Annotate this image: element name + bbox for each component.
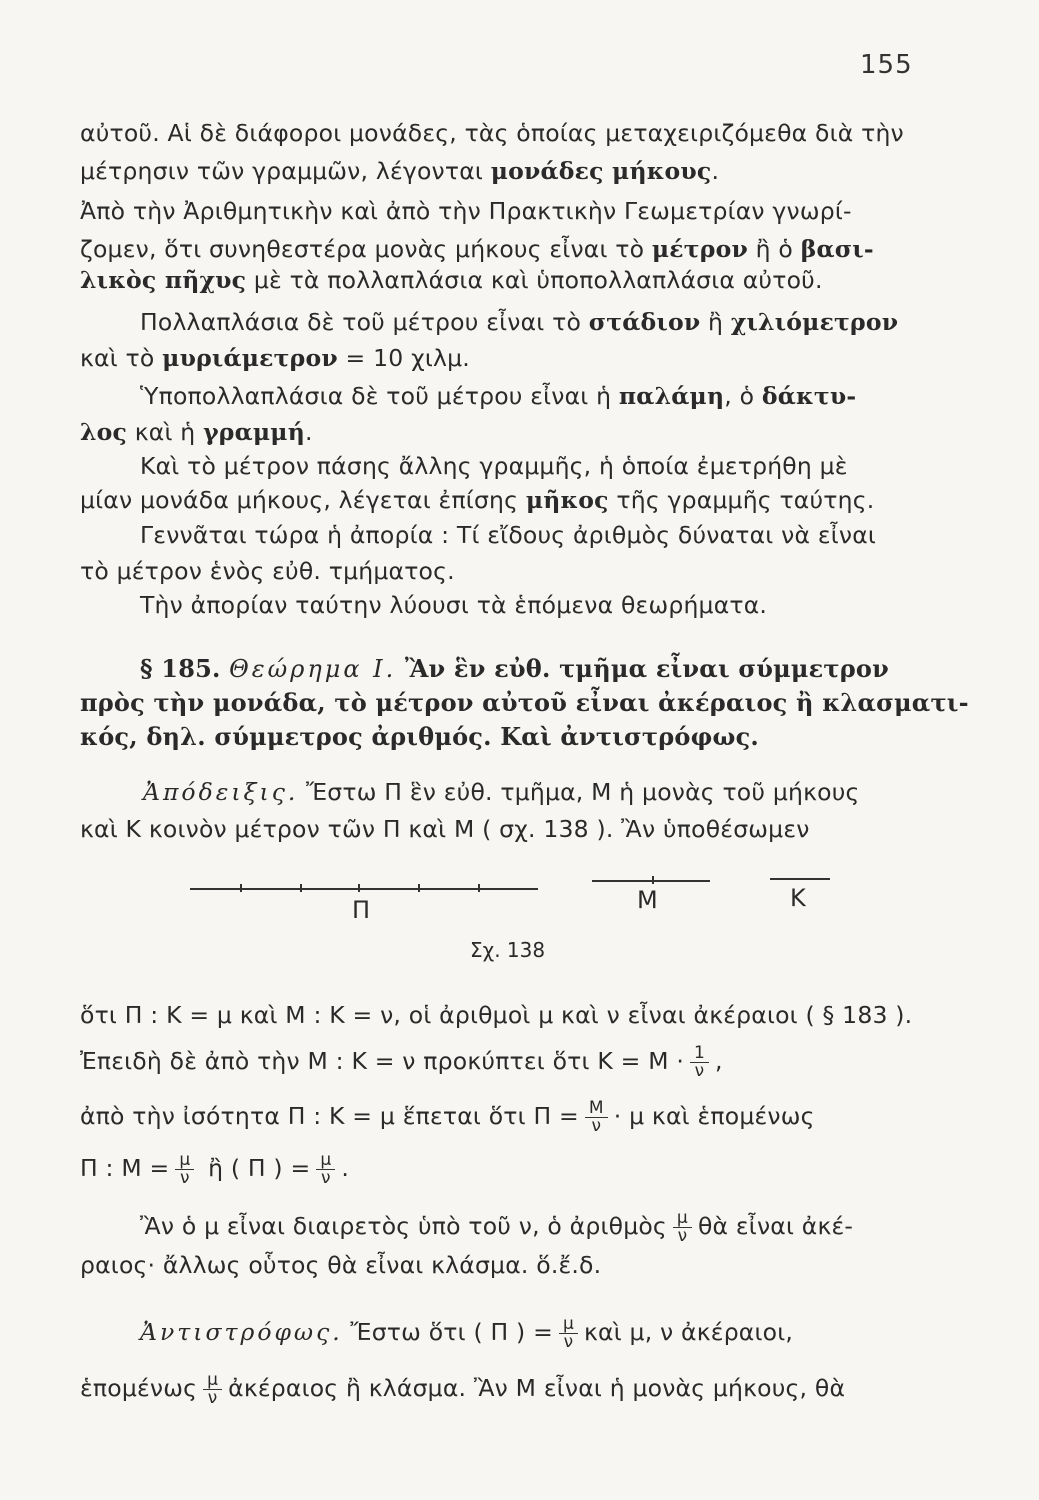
term-bold: λικὸς πῆχυς bbox=[80, 266, 247, 294]
text-line: Ἀπόδειξις. Ἔστω Π ἓν εὐθ. τμῆμα, Μ ἡ μονὰς τοῦ μήκους bbox=[143, 778, 860, 806]
proof-label: Ἀπόδειξις. bbox=[143, 778, 299, 806]
text-line: Π : Μ = $\frac{\mu}{\nu}$ ἢ ( Π ) = $\frac{\mu}{\nu}$ . bbox=[80, 1150, 350, 1188]
text-line: Τὴν ἀπορίαν ταύτην λύουσι τὰ ἑπόμενα θεωρήματα. bbox=[140, 591, 768, 619]
text-line: μίαν μονάδα μήκους, λέγεται ἐπίσης μῆκος τῆς γραμμῆς ταύτης. bbox=[80, 486, 875, 514]
text-line: ὅτι Π : Κ = μ καὶ Μ : Κ = ν, οἱ ἀριθμοὶ μ καὶ ν εἶναι ἀκέραιοι ( § 183 ). bbox=[80, 1001, 913, 1029]
term-bold: μῆκος bbox=[525, 486, 609, 514]
fraction: $\frac{\mu}{\nu}$ bbox=[203, 1372, 222, 1407]
text-line: καὶ τὸ μυριάμετρον = 10 χιλμ. bbox=[80, 344, 470, 372]
text-line: ἀπὸ τὴν ἰσότητα Π : Κ = μ ἕπεται ὅτι Π = $\frac{M}{\nu}$ · μ καὶ ἑπομένως bbox=[80, 1098, 815, 1136]
label-P: Π bbox=[352, 896, 371, 924]
text-line: Πολλαπλάσια δὲ τοῦ μέτρου εἶναι τὸ στάδιον ἢ χιλιόμετρον bbox=[140, 308, 899, 336]
text-line: τὸ μέτρον ἑνὸς εὐθ. τμήματος. bbox=[80, 557, 455, 585]
text-line: Ἐπειδὴ δὲ ἀπὸ τὴν Μ : Κ = ν προκύπτει ὅτι Κ = Μ · $\frac{1}{\nu}$ , bbox=[80, 1043, 723, 1081]
term-bold: μέτρον bbox=[651, 235, 748, 263]
fraction: $\frac{\mu}{\nu}$ bbox=[673, 1210, 692, 1245]
term-bold: δάκτυ- bbox=[761, 382, 857, 410]
label-M: Μ bbox=[637, 886, 658, 914]
term-bold: γραμμή bbox=[203, 418, 305, 446]
text-line: ραιος· ἄλλως οὗτος θὰ εἶναι κλάσμα. ὅ.ἔ.δ. bbox=[80, 1251, 602, 1279]
fraction: $\frac{1}{\nu}$ bbox=[690, 1045, 709, 1080]
theorem-label: Θεώρημα Ι. bbox=[229, 655, 397, 683]
text-line: μέτρησιν τῶν γραμμῶν, λέγονται μονάδες μήκους. bbox=[80, 157, 720, 185]
text-line: Ἂν ὁ μ εἶναι διαιρετὸς ὑπὸ τοῦ ν, ὁ ἀριθμὸς $\frac{\mu}{\nu}$ θὰ εἶναι ἀκέ- bbox=[140, 1208, 854, 1246]
fraction: $\frac{\mu}{\nu}$ bbox=[175, 1152, 194, 1187]
segment-P bbox=[190, 888, 538, 890]
label-K: Κ bbox=[790, 884, 806, 912]
text-line: Ἀπὸ τὴν Ἀριθμητικὴν καὶ ἀπὸ τὴν Πρακτικὴν Γεωμετρίαν γνωρί- bbox=[80, 197, 852, 225]
term-bold: λος bbox=[80, 418, 128, 446]
text-line: ἑπομένως $\frac{\mu}{\nu}$ ἀκέραιος ἢ κλάσμα. Ἂν Μ εἶναι ἡ μονὰς μήκους, θὰ bbox=[80, 1370, 846, 1408]
text-line: Καὶ τὸ μέτρον πάσης ἄλλης γραμμῆς, ἡ ὁποία ἐμετρήθη μὲ bbox=[140, 452, 848, 480]
page-number: 155 bbox=[860, 50, 913, 80]
text-line: Ἀντιστρόφως. Ἔστω ὅτι ( Π ) = $\frac{\mu}{\nu}$ καὶ μ, ν ἀκέραιοι, bbox=[140, 1314, 794, 1352]
segment-K bbox=[770, 878, 830, 880]
converse-label: Ἀντιστρόφως. bbox=[140, 1318, 343, 1346]
term-bold: μονάδες μήκους bbox=[490, 157, 712, 185]
theorem-text: κός, δηλ. σύμμετρος ἀριθμός. Καὶ ἀντιστρόφως. bbox=[80, 722, 759, 751]
theorem-heading: § 185. Θεώρημα Ι. Ἂν ἓν εὐθ. τμῆμα εἶναι σύμμετρον bbox=[140, 654, 889, 683]
text-line: Ὑποπολλαπλάσια δὲ τοῦ μέτρου εἶναι ἡ παλάμη, ὁ δάκτυ- bbox=[140, 382, 857, 410]
fraction: $\frac{M}{\nu}$ bbox=[585, 1100, 608, 1135]
term-bold: μυριάμετρον bbox=[162, 344, 338, 372]
text-line: αὐτοῦ. Αἱ δὲ διάφοροι μονάδες, τὰς ὁποίας μεταχειριζόμεθα διὰ τὴν bbox=[80, 119, 904, 147]
text-line: καὶ Κ κοινὸν μέτρον τῶν Π καὶ Μ ( σχ. 138 ). Ἂν ὑποθέσωμεν bbox=[80, 815, 810, 843]
fraction: $\frac{\mu}{\nu}$ bbox=[559, 1316, 578, 1351]
fraction: $\frac{\mu}{\nu}$ bbox=[316, 1152, 335, 1187]
term-bold: στάδιον bbox=[588, 308, 701, 336]
text-line: ζομεν, ὅτι συνηθεστέρα μονὰς μήκους εἶναι τὸ μέτρον ἢ ὁ βασι- bbox=[80, 235, 874, 263]
text-line: λος καὶ ἡ γραμμή. bbox=[80, 418, 313, 446]
term-bold: παλάμη bbox=[618, 382, 725, 410]
term-bold: βασι- bbox=[800, 235, 874, 263]
term-bold: χιλιόμετρον bbox=[730, 308, 899, 336]
text-line: λικὸς πῆχυς μὲ τὰ πολλαπλάσια καὶ ὑποπολλαπλάσια αὐτοῦ. bbox=[80, 266, 823, 294]
figure-caption: Σχ. 138 bbox=[470, 938, 546, 962]
theorem-text: πρὸς τὴν μονάδα, τὸ μέτρον αὐτοῦ εἶναι ἀκέραιος ἢ κλασματι- bbox=[80, 688, 969, 717]
text-line: Γεννᾶται τώρα ἡ ἀπορία : Τί εἴδους ἀριθμὸς δύναται νὰ εἶναι bbox=[140, 521, 877, 549]
segment-M bbox=[592, 880, 710, 882]
